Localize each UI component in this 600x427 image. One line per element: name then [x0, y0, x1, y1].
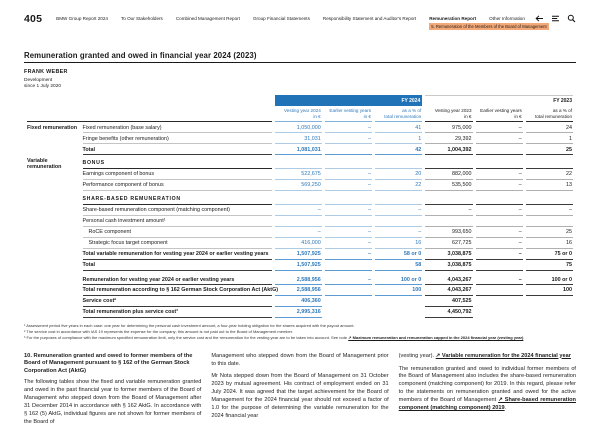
value-cell: 16: [526, 238, 573, 249]
value-cell: –: [375, 205, 422, 216]
table-row-total-plus-service-cost: [27, 307, 573, 318]
row-label: Personal cash investment amount¹: [83, 216, 272, 227]
value-cell: 4,043,267: [425, 274, 472, 285]
value-cell: 3,038,875: [425, 260, 472, 271]
nav-item-to-our-stakeholders[interactable]: To Our Stakeholders: [120, 16, 163, 21]
contents-menu-icon[interactable]: [551, 14, 560, 23]
value-cell: –: [325, 133, 372, 144]
table-row-strategic-focus: [27, 238, 573, 249]
value-cell: 882,000: [425, 169, 472, 180]
value-cell: 1: [526, 133, 573, 144]
value-cell: 29,392: [425, 133, 472, 144]
table-row-matching-component: [27, 205, 573, 216]
paragraph: Mr Nota stepped down from the Board of Management on 31 October 2023 by mutual agreement. His contract of employment ended on 31 July 2024. It was agreed that the target achievement for the Board of Management for the 2024 financial year should not exceed a factor of 1.0 for the purpose of determining the variable remuneration for the 2024 financial year: [211, 373, 389, 420]
value-cell: 1,004,392: [425, 144, 472, 155]
value-cell: 25: [526, 144, 573, 155]
row-label: Service cost²: [83, 296, 272, 307]
table-row-column-headers: [27, 106, 573, 123]
page-title: Remuneration granted and owed in financial year 2024 (2023): [24, 51, 576, 64]
value-cell: 16: [375, 238, 422, 249]
table-row-sharebased-header: [27, 191, 573, 205]
row-label: Fixed remuneration (base salary): [83, 122, 272, 133]
paragraph: The following tables show the fixed and variable remuneration granted and owed in the past financial year to former members of the Board of Management who stepped down from the Board of Management after 31 December 2014 in accordance with § 162 AktG. In accordance with § 162 (5) AktG, individual figures are not shown for former members of the Board of: [24, 379, 202, 425]
row-label: Performance component of bonus: [83, 180, 272, 191]
remuneration-table: [24, 95, 576, 318]
table-footnotes: [24, 323, 576, 342]
table-row-personal-cash-investment: [27, 216, 573, 227]
text-column-3: [399, 353, 576, 427]
value-cell: –: [325, 227, 372, 238]
row-label: Remuneration for vesting year 2024 or earlier vesting years: [83, 274, 272, 285]
value-cell: –: [476, 180, 523, 191]
table-row-bonus-header: [27, 155, 573, 169]
value-cell: 100 or 0: [375, 274, 422, 285]
text-column-2: [211, 353, 388, 427]
section-header-share-based: SHARE-BASED REMUNERATION: [83, 191, 272, 205]
search-icon[interactable]: [567, 14, 576, 23]
footnote-1: ¹ Assessment period five years in each case: one year for determining the personal cash investment amount, a four-year holding obligation for the shares acquired with the payout amount.: [24, 323, 355, 329]
report-nav: [56, 16, 547, 29]
page-number: 405: [24, 13, 43, 25]
value-cell: –: [325, 205, 372, 216]
value-cell: 31,031: [275, 133, 322, 144]
footnote-3: ³ For the purposes of compliance with the maximum specified remuneration limit, only the service cost and the remuneration for the vesting year are to be taken into account. See note ↗ Maximum remuneration and remuneration capped in the 2024 financial year (vesting year).: [24, 335, 525, 341]
value-cell: 535,500: [425, 180, 472, 191]
row-label: Strategic focus target component: [83, 238, 272, 249]
value-cell: –: [325, 180, 372, 191]
link-share-based-matching-component[interactable]: ↗ Share-based remuneration component (matching component) 2019: [398, 397, 576, 412]
paragraph: The remuneration granted and owed to individual former members of the Board of Management also includes the share-based remuneration component (matching component) for 2019. In this regard, please refer to the statements on remuneration granted and owed for the active members of the Board of Management ↗ Share-based remuneration component (matching component) 2019.: [398, 365, 576, 412]
table-row-earnings-bonus: [27, 169, 573, 180]
value-cell: 42: [375, 144, 422, 155]
value-cell: –: [476, 133, 523, 144]
nav-item-group-financial-statements[interactable]: Group Financial Statements: [252, 16, 310, 21]
category-variable-remuneration: Variable remuneration: [27, 157, 62, 171]
value-cell: 1,050,000: [275, 122, 322, 133]
development-note: [24, 78, 576, 91]
table-row-variable-total: [27, 260, 573, 271]
value-cell: 2,588,956: [275, 274, 322, 285]
col-header-earlier-2023: Earlier vesting years in €: [476, 106, 523, 123]
value-cell: 24: [526, 122, 573, 133]
value-cell: 1,507,925: [275, 260, 322, 271]
value-cell: 41: [375, 122, 422, 133]
table-row-total-162-aktg: [27, 285, 573, 296]
nav-item-other-information[interactable]: Other Information: [489, 16, 525, 21]
nav-item-responsibility-statement[interactable]: Responsibility Statement and Auditor's Report: [322, 16, 417, 21]
value-cell: 975,000: [425, 122, 472, 133]
col-header-pct-2023: as a % of total remuneration: [526, 106, 573, 123]
value-cell: –: [476, 122, 523, 133]
value-cell: 22: [375, 180, 422, 191]
value-cell: –: [325, 169, 372, 180]
value-cell: 4,450,792: [425, 307, 472, 318]
value-cell: 569,250: [275, 180, 322, 191]
value-cell: 1,081,031: [275, 144, 322, 155]
value-cell: 58: [375, 260, 422, 271]
row-label: Fringe benefits (other remuneration): [83, 133, 272, 144]
value-cell: –: [275, 205, 322, 216]
fy2023-group-header: FY 2023: [425, 95, 573, 106]
value-cell: 1,507,925: [275, 249, 322, 260]
value-cell: –: [476, 274, 523, 285]
table-row-performance-bonus: [27, 180, 573, 191]
value-cell: –: [375, 227, 422, 238]
table-row-fixed-total: [27, 144, 573, 155]
value-cell: –: [325, 238, 372, 249]
paragraph: (vesting year). ↗ Variable remuneration for the 2024 financial year: [398, 352, 571, 359]
link-variable-remuneration-2024[interactable]: ↗ Variable remuneration for the 2024 financial year: [435, 352, 571, 359]
value-cell: 4,043,267: [425, 285, 472, 296]
value-cell: –: [526, 205, 573, 216]
row-label: Total: [83, 260, 272, 271]
row-label: Share-based remuneration component (matching component): [83, 205, 272, 216]
value-cell: 522,675: [275, 169, 322, 180]
col-header-vesting-2024: Vesting year 2024 in €: [275, 106, 322, 123]
person-name: FRANK WEBER: [24, 69, 68, 75]
row-label: Total remuneration according to § 162 German Stock Corporation Act (AktG): [83, 285, 272, 296]
value-cell: –: [476, 238, 523, 249]
value-cell: –: [275, 227, 322, 238]
table-row-roce-component: [27, 227, 573, 238]
table-row-fy-banner: [27, 95, 573, 106]
title-block: [24, 51, 576, 91]
value-cell: –: [325, 274, 372, 285]
nav-item-bmw-group-report[interactable]: BMW Group Report 2024: [56, 16, 108, 21]
development-line2: since 1 July 2020: [24, 84, 62, 90]
footnote-link-maximum-remuneration[interactable]: ↗ Maximum remuneration and remuneration capped in the 2024 financial year (vesting year): [348, 335, 524, 341]
col-header-vesting-2023: Vesting year 2023 in €: [425, 106, 472, 123]
nav-item-label[interactable]: Remuneration Report: [429, 16, 477, 21]
value-cell: 2,588,956: [275, 285, 322, 296]
active-section-badge[interactable]: 5. Remuneration of the Members of the Board of Management: [431, 23, 547, 29]
value-cell: 75 or 0: [526, 249, 573, 260]
table-row-service-cost: [27, 296, 573, 307]
col-header-earlier-2024: Earlier vesting years in €: [325, 106, 372, 123]
paragraph: Management who stepped down from the Board of Management prior to this date.: [211, 352, 389, 367]
value-cell: 406,360: [275, 296, 322, 307]
text-column-1: [24, 353, 201, 427]
value-cell: –: [476, 169, 523, 180]
value-cell: 100 or 0: [526, 274, 573, 285]
row-label: Total: [83, 144, 272, 155]
value-cell: 3,038,875: [425, 249, 472, 260]
value-cell: 416,000: [275, 238, 322, 249]
table-row-remuneration-vesting-year: [27, 274, 573, 285]
row-label: Total remuneration plus service cost³: [83, 307, 272, 318]
value-cell: –: [476, 249, 523, 260]
value-cell: 22: [526, 169, 573, 180]
value-cell: –: [476, 227, 523, 238]
value-cell: 100: [526, 285, 573, 296]
value-cell: 100: [375, 285, 422, 296]
value-cell: 75: [526, 260, 573, 271]
footnote-2: ² The service cost in accordance with IAS 19 represents the expense for the company; this amount is not paid out to the Board of Management member.: [24, 329, 293, 335]
value-cell: 993,650: [425, 227, 472, 238]
body-text-columns: [24, 353, 576, 427]
value-cell: 58 or 0: [375, 249, 422, 260]
value-cell: –: [425, 205, 472, 216]
category-fixed-remuneration: Fixed remuneration: [27, 124, 78, 131]
table-row-base-salary: [27, 122, 573, 133]
value-cell: –: [325, 122, 372, 133]
table-row-total-variable: [27, 249, 573, 260]
nav-item-combined-management-report[interactable]: Combined Management Report: [175, 16, 240, 21]
value-cell: 25: [526, 227, 573, 238]
value-cell: 2,995,316: [275, 307, 322, 318]
top-navigation-bar: [0, 0, 600, 29]
value-cell: 13: [526, 180, 573, 191]
value-cell: 407,525: [425, 296, 472, 307]
value-cell: –: [325, 249, 372, 260]
section-heading-10: 10. Remuneration granted and owed to former members of the Board of Management pursuant to § 162 of the German Stock Corporation Act (AktG): [24, 352, 193, 374]
fy2024-group-header: FY 2024: [275, 95, 423, 106]
row-label: RoCE component: [83, 227, 272, 238]
col-header-pct-2024: as a % of total remuneration: [375, 106, 422, 123]
row-label: Earnings component of bonus: [83, 169, 272, 180]
table-row-fringe-benefits: [27, 133, 573, 144]
development-line1: Development: [24, 78, 53, 83]
value-cell: 627,725: [425, 238, 472, 249]
value-cell: 1: [375, 133, 422, 144]
row-label: Total variable remuneration for vesting year 2024 or earlier vesting years: [83, 249, 272, 260]
value-cell: 20: [375, 169, 422, 180]
value-cell: –: [476, 205, 523, 216]
section-header-bonus: BONUS: [83, 155, 272, 169]
